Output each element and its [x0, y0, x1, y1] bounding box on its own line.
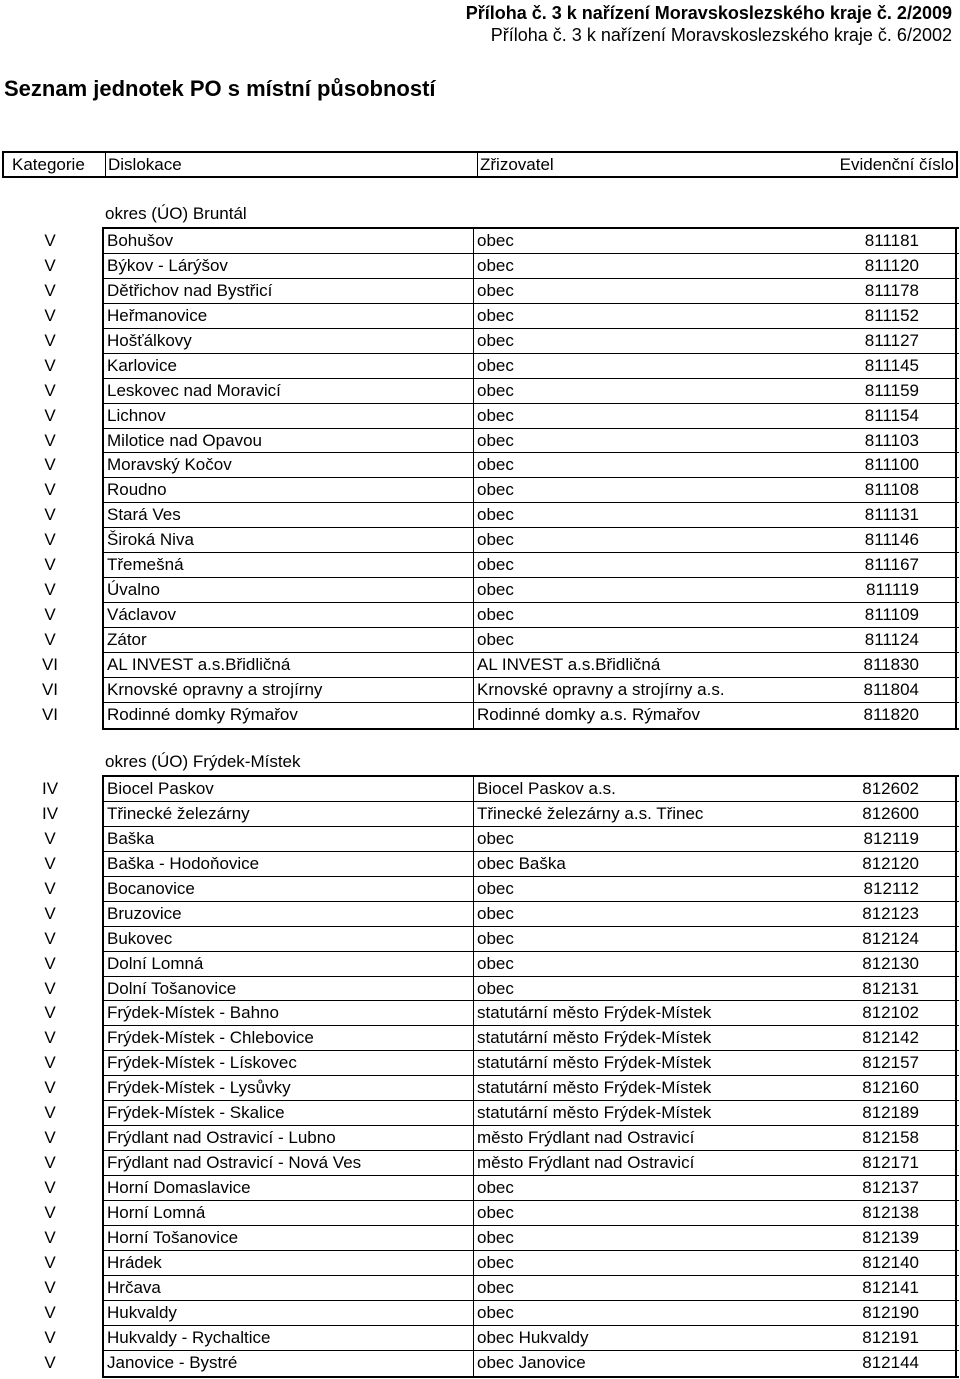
table-row — [44, 1226, 959, 1251]
cell-zrizovatel: obec — [477, 978, 514, 998]
table-row — [44, 927, 959, 952]
table-row — [44, 1276, 959, 1301]
table-row — [44, 429, 959, 454]
table-row — [44, 1201, 959, 1226]
cell-zrizovatel: obec — [477, 380, 514, 400]
cell-evidencni-cislo: 812119 — [817, 827, 957, 851]
cell-zrizovatel: obec Janovice — [477, 1352, 586, 1372]
cell-zrizovatel: obec — [477, 928, 514, 948]
cell-zrizovatel: obec — [477, 405, 514, 425]
cell-dislokace: Lichnov — [102, 404, 474, 428]
cell-evidencni-cislo: 812600 — [817, 802, 957, 826]
cell-dislokace: Třinecké železárny — [102, 802, 474, 826]
cell-kategorie: V — [44, 1003, 56, 1023]
column-header-zrizovatel: Zřizovatel — [477, 153, 554, 176]
cell-dislokace: Rodinné domky Rýmařov — [102, 703, 474, 728]
cell-kategorie: V — [44, 1028, 56, 1048]
cell-kategorie: V — [44, 330, 56, 350]
table-row — [44, 603, 959, 628]
cell-kategorie: V — [44, 580, 56, 600]
cell-dislokace: Janovice - Bystré — [102, 1351, 474, 1376]
cell-evidencni-cislo: 812160 — [817, 1076, 957, 1100]
cell-kategorie: V — [44, 853, 56, 873]
cell-zrizovatel: Rodinné domky a.s. Rýmařov — [477, 704, 700, 724]
table-row — [44, 877, 959, 902]
cell-evidencni-cislo: 811154 — [817, 404, 957, 428]
cell-zrizovatel: Krnovské opravny a strojírny a.s. — [477, 679, 725, 699]
table-row — [44, 977, 959, 1002]
cell-zrizovatel: obec — [477, 903, 514, 923]
cell-evidencni-cislo: 812171 — [817, 1151, 957, 1175]
cell-kategorie: V — [44, 555, 56, 575]
cell-kategorie: V — [44, 1227, 56, 1247]
cell-zrizovatel: obec — [477, 530, 514, 550]
table-row — [44, 478, 959, 503]
cell-kategorie: V — [44, 953, 56, 973]
table-row — [44, 1126, 959, 1151]
table-row — [44, 1026, 959, 1051]
cell-kategorie: V — [44, 430, 56, 450]
table-row — [44, 354, 959, 379]
cell-evidencni-cislo: 812123 — [817, 902, 957, 926]
header-line-1: Příloha č. 3 k nařízení Moravskoslezského kraje č. 2/2009 — [465, 3, 952, 23]
table-row — [44, 1151, 959, 1176]
cell-evidencni-cislo: 811127 — [817, 329, 957, 353]
cell-evidencni-cislo: 812120 — [817, 852, 957, 876]
cell-kategorie: VI — [41, 679, 59, 699]
cell-zrizovatel: statutární město Frýdek-Místek — [477, 1078, 712, 1098]
cell-kategorie: V — [44, 978, 56, 998]
cell-dislokace: Dolní Lomná — [102, 952, 474, 976]
cell-evidencni-cislo: 812144 — [817, 1351, 957, 1376]
cell-dislokace: Třemešná — [102, 553, 474, 577]
cell-evidencni-cislo: 812191 — [817, 1326, 957, 1350]
table-row — [44, 1251, 959, 1276]
cell-zrizovatel: obec — [477, 330, 514, 350]
cell-zrizovatel: obec — [477, 430, 514, 450]
table-row — [44, 628, 959, 653]
cell-kategorie: V — [44, 530, 56, 550]
cell-zrizovatel: obec — [477, 255, 514, 275]
cell-zrizovatel: obec — [477, 605, 514, 625]
cell-zrizovatel: obec — [477, 480, 514, 500]
table-row — [44, 902, 959, 927]
cell-zrizovatel: statutární město Frýdek-Místek — [477, 1028, 712, 1048]
cell-evidencni-cislo: 811131 — [817, 503, 957, 527]
table-row — [44, 404, 959, 429]
cell-zrizovatel: obec — [477, 355, 514, 375]
cell-zrizovatel: obec — [477, 1178, 514, 1197]
cell-dislokace: AL INVEST a.s.Břidličná — [102, 653, 474, 677]
table-row — [44, 1001, 959, 1026]
cell-dislokace: Horní Tošanovice — [102, 1226, 474, 1250]
table-row — [44, 852, 959, 877]
cell-kategorie: VI — [41, 704, 59, 724]
cell-dislokace: Dětřichov nad Bystřicí — [102, 279, 474, 303]
cell-dislokace: Bukovec — [102, 927, 474, 951]
cell-dislokace: Frýdek-Místek - Skalice — [102, 1101, 474, 1125]
cell-dislokace: Frýdek-Místek - Bahno — [102, 1001, 474, 1025]
cell-zrizovatel: obec — [477, 1302, 514, 1322]
cell-evidencni-cislo: 811100 — [817, 453, 957, 477]
header-line-2: Příloha č. 3 k nařízení Moravskoslezského kraje č. 6/2002 — [490, 25, 952, 45]
column-header-dislokace: Dislokace — [105, 153, 182, 176]
cell-dislokace: Hukvaldy — [102, 1301, 474, 1325]
table-row — [44, 528, 959, 553]
cell-dislokace: Roudno — [102, 478, 474, 502]
cell-evidencni-cislo: 812158 — [817, 1126, 957, 1150]
cell-zrizovatel: obec — [477, 1277, 514, 1297]
cell-evidencni-cislo: 811804 — [817, 678, 957, 702]
cell-dislokace: Baška - Hodoňovice — [102, 852, 474, 876]
table-row — [41, 802, 959, 827]
table-row — [44, 1351, 959, 1376]
cell-kategorie: V — [44, 1277, 56, 1297]
cell-zrizovatel: obec — [477, 231, 514, 250]
page-title: Seznam jednotek PO s místní působností — [4, 76, 436, 101]
cell-dislokace: Moravský Kočov — [102, 453, 474, 477]
cell-kategorie: V — [44, 1153, 56, 1173]
table-row — [41, 653, 959, 678]
cell-zrizovatel: obec — [477, 953, 514, 973]
cell-zrizovatel: obec — [477, 455, 514, 475]
cell-kategorie: V — [44, 878, 56, 898]
cell-evidencni-cislo: 811181 — [817, 229, 957, 253]
cell-dislokace: Biocel Paskov — [102, 777, 474, 801]
cell-evidencni-cislo: 811830 — [817, 653, 957, 677]
cell-kategorie: V — [44, 1053, 56, 1073]
cell-kategorie: V — [44, 828, 56, 848]
table-row — [44, 279, 959, 304]
cell-evidencni-cislo: 812602 — [817, 777, 957, 801]
cell-kategorie: V — [44, 605, 56, 625]
cell-kategorie: V — [44, 355, 56, 375]
table-row — [44, 453, 959, 478]
table-row — [44, 952, 959, 977]
cell-zrizovatel: obec — [477, 280, 514, 300]
table-row — [41, 703, 959, 728]
cell-zrizovatel: statutární město Frýdek-Místek — [477, 1053, 712, 1073]
cell-kategorie: V — [44, 405, 56, 425]
cell-evidencni-cislo: 811152 — [817, 304, 957, 328]
cell-dislokace: Leskovec nad Moravicí — [102, 379, 474, 403]
cell-zrizovatel: obec — [477, 1252, 514, 1272]
cell-zrizovatel: obec — [477, 630, 514, 649]
cell-evidencni-cislo: 812102 — [817, 1001, 957, 1025]
cell-kategorie: V — [44, 1202, 56, 1222]
table-row — [44, 379, 959, 404]
cell-zrizovatel: statutární město Frýdek-Místek — [477, 1103, 712, 1123]
cell-kategorie: V — [44, 928, 56, 948]
cell-evidencni-cislo: 812140 — [817, 1251, 957, 1275]
cell-dislokace: Frýdlant nad Ostravicí - Lubno — [102, 1126, 474, 1150]
cell-kategorie: V — [44, 1352, 56, 1372]
table-row — [44, 553, 959, 578]
cell-zrizovatel: obec — [477, 1227, 514, 1247]
cell-kategorie: V — [44, 1078, 56, 1098]
cell-kategorie: V — [44, 1327, 56, 1347]
cell-kategorie: V — [44, 380, 56, 400]
table-row — [44, 1051, 959, 1076]
cell-zrizovatel: obec — [477, 1202, 514, 1222]
table-row — [44, 578, 959, 603]
cell-zrizovatel: obec — [477, 878, 514, 898]
cell-zrizovatel: obec — [477, 505, 514, 525]
cell-evidencni-cislo: 811159 — [817, 379, 957, 403]
cell-evidencni-cislo: 811167 — [817, 553, 957, 577]
cell-dislokace: Václavov — [102, 603, 474, 627]
cell-dislokace: Heřmanovice — [102, 304, 474, 328]
cell-dislokace: Hošťálkovy — [102, 329, 474, 353]
cell-evidencni-cislo: 812139 — [817, 1226, 957, 1250]
cell-dislokace: Býkov - Lárýšov — [102, 254, 474, 278]
cell-evidencni-cislo: 811178 — [817, 279, 957, 303]
cell-kategorie: V — [44, 280, 56, 300]
cell-zrizovatel: obec — [477, 305, 514, 325]
cell-evidencni-cislo: 811108 — [817, 478, 957, 502]
cell-kategorie: V — [44, 1252, 56, 1272]
table-row — [44, 1326, 959, 1351]
cell-evidencni-cislo: 812142 — [817, 1026, 957, 1050]
cell-zrizovatel: obec Baška — [477, 853, 566, 873]
cell-evidencni-cislo: 812157 — [817, 1051, 957, 1075]
cell-kategorie: V — [44, 455, 56, 475]
cell-kategorie: IV — [41, 779, 59, 798]
cell-evidencni-cislo: 812130 — [817, 952, 957, 976]
cell-dislokace: Krnovské opravny a strojírny — [102, 678, 474, 702]
cell-kategorie: V — [44, 1103, 56, 1123]
cell-kategorie: V — [44, 480, 56, 500]
table-row — [44, 329, 959, 354]
cell-dislokace: Hrčava — [102, 1276, 474, 1300]
table-row — [44, 229, 959, 254]
cell-evidencni-cislo: 812131 — [817, 977, 957, 1001]
table-row — [44, 1176, 959, 1201]
column-header-evidencni-cislo: Evidenční číslo — [839, 155, 954, 174]
district-table — [41, 227, 959, 730]
table-row — [44, 827, 959, 852]
cell-dislokace: Široká Niva — [102, 528, 474, 552]
cell-zrizovatel: město Frýdlant nad Ostravicí — [477, 1128, 695, 1148]
cell-evidencni-cislo: 812124 — [817, 927, 957, 951]
cell-kategorie: V — [44, 1178, 56, 1197]
cell-evidencni-cislo: 812138 — [817, 1201, 957, 1225]
cell-dislokace: Zátor — [102, 628, 474, 652]
cell-dislokace: Úvalno — [102, 578, 474, 602]
cell-kategorie: V — [44, 1302, 56, 1322]
cell-zrizovatel: obec — [477, 828, 514, 848]
cell-dislokace: Horní Domaslavice — [102, 1176, 474, 1200]
cell-dislokace: Frýdlant nad Ostravicí - Nová Ves — [102, 1151, 474, 1175]
cell-evidencni-cislo: 811109 — [817, 603, 957, 627]
cell-evidencni-cislo: 812190 — [817, 1301, 957, 1325]
cell-zrizovatel: město Frýdlant nad Ostravicí — [477, 1153, 695, 1173]
cell-zrizovatel: obec Hukvaldy — [477, 1327, 589, 1347]
cell-kategorie: V — [44, 305, 56, 325]
cell-kategorie: V — [44, 630, 56, 649]
district-table — [41, 775, 959, 1378]
cell-evidencni-cislo: 811103 — [817, 429, 957, 453]
cell-dislokace: Frýdek-Místek - Lískovec — [102, 1051, 474, 1075]
cell-dislokace: Stará Ves — [102, 503, 474, 527]
cell-zrizovatel: AL INVEST a.s.Břidličná — [477, 654, 661, 674]
cell-kategorie: VI — [41, 654, 59, 674]
cell-kategorie: V — [44, 903, 56, 923]
district-heading: okres (ÚO) Bruntál — [105, 204, 247, 223]
cell-dislokace: Karlovice — [102, 354, 474, 378]
cell-dislokace: Baška — [102, 827, 474, 851]
cell-dislokace: Horní Lomná — [102, 1201, 474, 1225]
table-row — [44, 304, 959, 329]
cell-dislokace: Frýdek-Místek - Chlebovice — [102, 1026, 474, 1050]
cell-zrizovatel: obec — [477, 555, 514, 575]
table-row — [41, 777, 959, 802]
district-heading: okres (ÚO) Frýdek-Místek — [105, 752, 301, 771]
table-row — [44, 1076, 959, 1101]
cell-evidencni-cislo: 812189 — [817, 1101, 957, 1125]
cell-zrizovatel: obec — [477, 580, 514, 600]
cell-zrizovatel: Biocel Paskov a.s. — [477, 779, 616, 798]
cell-evidencni-cislo: 811820 — [817, 703, 957, 728]
column-header-row — [2, 151, 958, 178]
cell-kategorie: V — [44, 231, 56, 250]
cell-evidencni-cislo: 811124 — [817, 628, 957, 652]
cell-kategorie: IV — [41, 803, 59, 823]
cell-dislokace: Dolní Tošanovice — [102, 977, 474, 1001]
column-header-kategorie: Kategorie — [12, 155, 85, 174]
cell-evidencni-cislo: 811119 — [817, 578, 957, 602]
cell-zrizovatel: Třinecké železárny a.s. Třinec — [477, 803, 704, 823]
cell-dislokace: Milotice nad Opavou — [102, 429, 474, 453]
cell-dislokace: Bohušov — [102, 229, 474, 253]
cell-dislokace: Bocanovice — [102, 877, 474, 901]
cell-dislokace: Hrádek — [102, 1251, 474, 1275]
cell-evidencni-cislo: 812141 — [817, 1276, 957, 1300]
cell-kategorie: V — [44, 1128, 56, 1148]
table-row — [44, 1301, 959, 1326]
cell-zrizovatel: statutární město Frýdek-Místek — [477, 1003, 712, 1023]
cell-dislokace: Hukvaldy - Rychaltice — [102, 1326, 474, 1350]
table-row — [44, 1101, 959, 1126]
cell-evidencni-cislo: 811145 — [817, 354, 957, 378]
cell-evidencni-cislo: 811146 — [817, 528, 957, 552]
table-row — [44, 254, 959, 279]
cell-evidencni-cislo: 812112 — [817, 877, 957, 901]
cell-kategorie: V — [44, 255, 56, 275]
cell-evidencni-cislo: 812137 — [817, 1176, 957, 1200]
table-row — [41, 678, 959, 703]
cell-evidencni-cislo: 811120 — [817, 254, 957, 278]
cell-dislokace: Frýdek-Místek - Lysůvky — [102, 1076, 474, 1100]
table-row — [44, 503, 959, 528]
cell-kategorie: V — [44, 505, 56, 525]
cell-dislokace: Bruzovice — [102, 902, 474, 926]
